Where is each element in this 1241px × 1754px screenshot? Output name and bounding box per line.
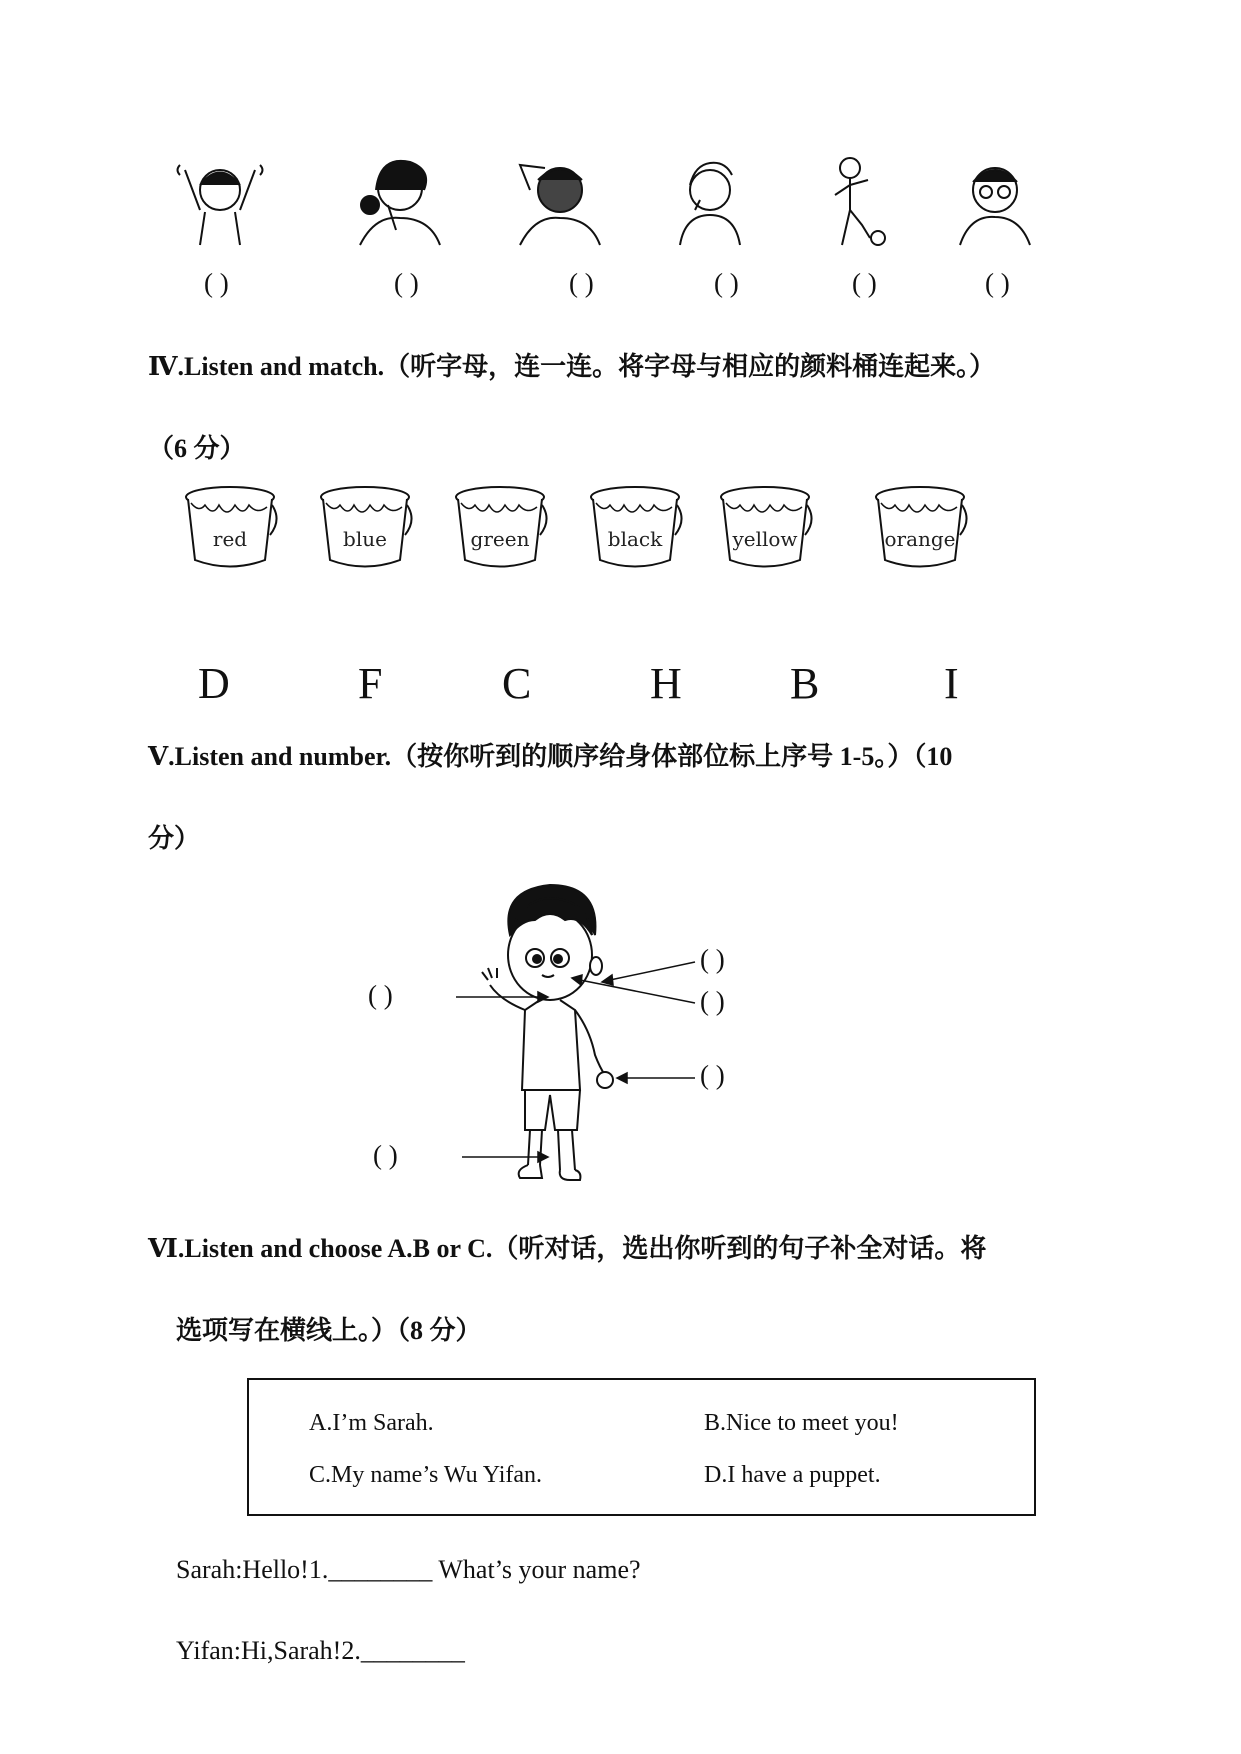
bucket-label: orange <box>884 527 956 551</box>
kid-waving-icon <box>178 165 263 245</box>
match-letter[interactable]: F <box>358 659 383 708</box>
paint-bucket-green[interactable] <box>456 487 547 567</box>
kids-illustration-row <box>150 150 1080 250</box>
match-letter[interactable]: H <box>650 659 682 708</box>
paint-bucket-yellow[interactable] <box>721 487 812 567</box>
bucket-label: green <box>470 527 530 551</box>
section-6-subheading: 选项写在横线上。）（8 分） <box>176 1316 482 1345</box>
answer-blank[interactable]: ( ) <box>852 268 877 298</box>
kid-touching-head-icon <box>520 165 600 245</box>
dialog-line-1: Sarah:Hello!1.________ What’s your name? <box>176 1555 641 1584</box>
kid-with-glasses-icon <box>960 168 1030 245</box>
answer-blank[interactable]: ( ) <box>204 268 229 298</box>
foot-blank[interactable]: ( ) <box>373 1140 398 1170</box>
paint-bucket-red[interactable] <box>186 487 277 567</box>
eye-blank[interactable]: ( ) <box>700 944 725 974</box>
section-4-score: （6 分） <box>148 434 246 463</box>
ear-blank[interactable]: ( ) <box>700 986 725 1016</box>
paint-bucket-orange[interactable] <box>876 487 967 567</box>
option-d: D.I have a puppet. <box>704 1462 881 1488</box>
paint-bucket-blue[interactable] <box>321 487 412 567</box>
answer-blank[interactable]: ( ) <box>714 268 739 298</box>
section-5-heading: Ⅴ.Listen and number.（按你听到的顺序给身体部位标上序号 1-5。）（10 <box>148 742 953 771</box>
match-letter[interactable]: I <box>944 659 959 708</box>
kid-kicking-ball-icon <box>835 158 885 245</box>
bucket-label: red <box>212 527 248 551</box>
match-letter[interactable]: D <box>198 659 230 708</box>
option-b: B.Nice to meet you! <box>704 1410 899 1436</box>
paint-buckets-row <box>185 485 985 575</box>
kid-touching-cheek-icon <box>360 161 440 245</box>
answer-blank[interactable]: ( ) <box>985 268 1010 298</box>
section-5-score: 分） <box>148 824 201 853</box>
hand-blank[interactable]: ( ) <box>700 1060 725 1090</box>
bucket-label: blue <box>343 527 387 551</box>
match-letter[interactable]: C <box>502 659 532 708</box>
dialog-line-2: Yifan:Hi,Sarah!2.________ <box>176 1636 465 1665</box>
bucket-label: yellow <box>732 527 798 551</box>
match-letter[interactable]: B <box>790 659 820 708</box>
nose-blank[interactable]: ( ) <box>368 980 393 1010</box>
option-a: A.I’m Sarah. <box>309 1410 434 1436</box>
paint-bucket-black[interactable] <box>591 487 682 567</box>
answer-blank[interactable]: ( ) <box>394 268 419 298</box>
section-6-heading: Ⅵ.Listen and choose A.B or C.（听对话，选出你听到的句子补全对话。将 <box>148 1234 987 1263</box>
section-4-heading: Ⅳ.Listen and match.（听字母，连一连。将字母与相应的颜料桶连起来。） <box>148 352 996 381</box>
option-c: C.My name’s Wu Yifan. <box>309 1462 543 1488</box>
boy-body-parts-illustration <box>480 880 620 1185</box>
answer-blank[interactable]: ( ) <box>569 268 594 298</box>
kid-pointing-mouth-icon <box>680 163 740 245</box>
options-box <box>247 1378 1036 1516</box>
bucket-label: black <box>607 527 663 551</box>
